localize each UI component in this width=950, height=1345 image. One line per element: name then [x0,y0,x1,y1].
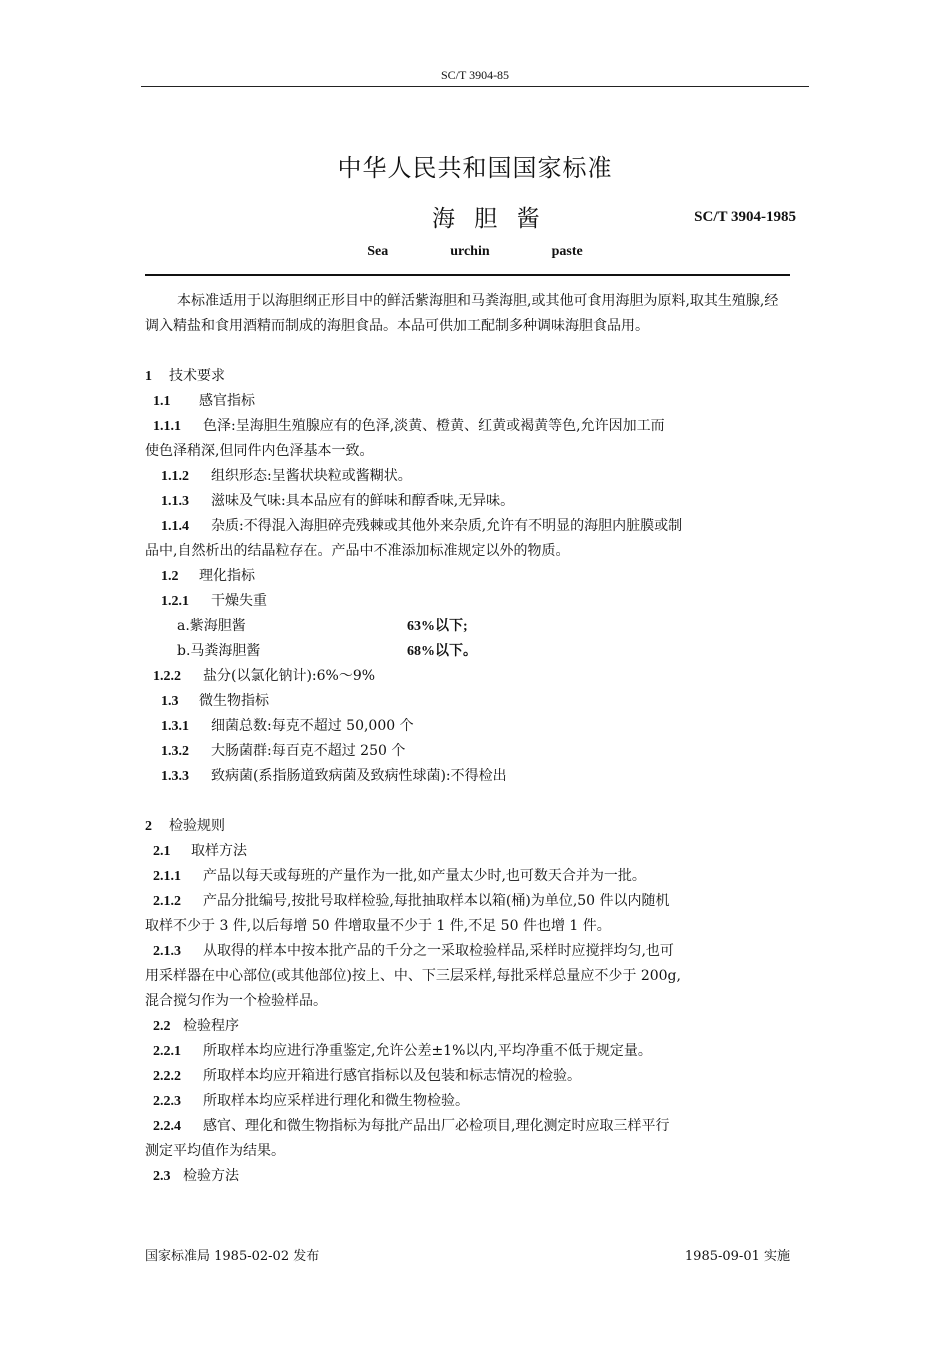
english-title: Sea urchin paste [367,244,583,259]
clause-2-2-3: 2.2.3 所取样本均应采样进行理化和微生物检验。 [153,1093,469,1109]
clause-2-2-4: 2.2.4 感官、理化和微生物指标为每批产品出厂必检项目,理化测定时应取三样平行 [153,1118,670,1134]
clause-1-2-2: 1.2.2 盐分(以氯化钠计):6%～9% [153,668,376,684]
section-1-3-heading: 1.3 微生物指标 [161,693,269,709]
document-body [145,289,785,1189]
clause-2-1-3-cont: 用采样器在中心部位(或其他部位)按上、中、下三层采样,每批采样总量应不少于 200g, [145,968,681,984]
section-2-2-heading: 2.2 检验程序 [153,1018,239,1034]
clause-1-3-1: 1.3.1 细菌总数:每克不超过 50,000 个 [161,718,414,734]
clause-2-2-4-cont: 测定平均值作为结果。 [145,1143,285,1159]
effective-date: 1985-09-01 实施 [684,1249,790,1264]
issue-date: 国家标准局 1985-02-02 发布 [145,1249,320,1264]
section-2-heading: 2 检验规则 [145,818,225,834]
clause-2-1-3: 2.1.3 从取得的样本中按本批产品的千分之一采取检验样品,采样时应搅拌均匀,也可 [153,943,674,959]
clause-1-3-3: 1.3.3 致病菌(系指肠道致病菌及致病性球菌):不得检出 [161,768,507,784]
section-1-2-heading: 1.2 理化指标 [161,568,255,584]
clause-1-1-4-cont: 品中,自然析出的结晶粒存在。产品中不准添加标准规定以外的物质。 [145,543,570,559]
moisture-label: b.马粪海胆酱 [177,643,261,659]
standard-number: SC/T 3904-1985 [694,209,796,225]
clause-1-3-2: 1.3.2 大肠菌群:每百克不超过 250 个 [161,743,406,759]
clause-1-1-1-cont: 使色泽稍深,但同件内色泽基本一致。 [145,443,374,459]
clause-1-2-1: 1.2.1 干燥失重 [161,593,267,609]
product-title: 海 胆 酱 [432,206,546,232]
scope-paragraph: 本标准适用于以海胆纲正形目中的鲜活紫海胆和马粪海胆,或其他可食用海胆为原料,取其生殖腺,经调入精盐和食用酒精而制成的海胆食品。本品可供加工配制多种调味海胆食品用。 [145,293,779,334]
title-rule [145,274,790,276]
clause-2-1-3-cont: 混合搅匀作为一个检验样品。 [145,993,327,1009]
standard-type-title: 中华人民共和国国家标准 [337,154,613,182]
clause-1-1-1: 1.1.1 色泽:呈海胆生殖腺应有的色泽,淡黄、橙黄、红黄或褐黄等色,允许因加工而 [153,418,665,434]
moisture-value: 63%以下; [407,619,468,634]
section-2-1-heading: 2.1 取样方法 [153,843,247,859]
section-2-3-heading: 2.3 检验方法 [153,1168,239,1184]
clause-1-1-3: 1.1.3 滋味及气味:具本品应有的鲜味和醇香味,无异味。 [161,493,515,509]
moisture-label: a.紫海胆酱 [177,618,246,634]
moisture-row [145,639,785,664]
clause-2-2-2: 2.2.2 所取样本均应开箱进行感官指标以及包装和标志情况的检验。 [153,1068,581,1084]
clause-1-1-4: 1.1.4 杂质:不得混入海胆碎壳残棘或其他外来杂质,允许有不明显的海胆内脏膜或制 [161,518,683,534]
clause-2-2-1: 2.2.1 所取样本均应进行净重鉴定,允许公差±1%以内,平均净重不低于规定量。 [153,1043,652,1059]
clause-2-1-2-cont: 取样不少于 3 件,以后每增 50 件增取量不少于 1 件,不足 50 件也增 1 件。 [145,918,611,934]
moisture-value: 68%以下。 [407,644,477,659]
running-header-code: SC/T 3904-85 [440,68,510,82]
clause-2-1-1: 2.1.1 产品以每天或每班的产量作为一批,如产量太少时,也可数天合并为一批。 [153,868,646,884]
section-1-heading: 1 技术要求 [145,368,225,384]
header-rule [141,86,809,87]
moisture-row [145,614,785,639]
clause-2-1-2: 2.1.2 产品分批编号,按批号取样检验,每批抽取样本以箱(桶)为单位,50 件以内随机 [153,893,670,909]
section-1-1-heading: 1.1 感官指标 [153,393,255,409]
clause-1-1-2: 1.1.2 组织形态:呈酱状块粒或酱糊状。 [161,468,412,484]
